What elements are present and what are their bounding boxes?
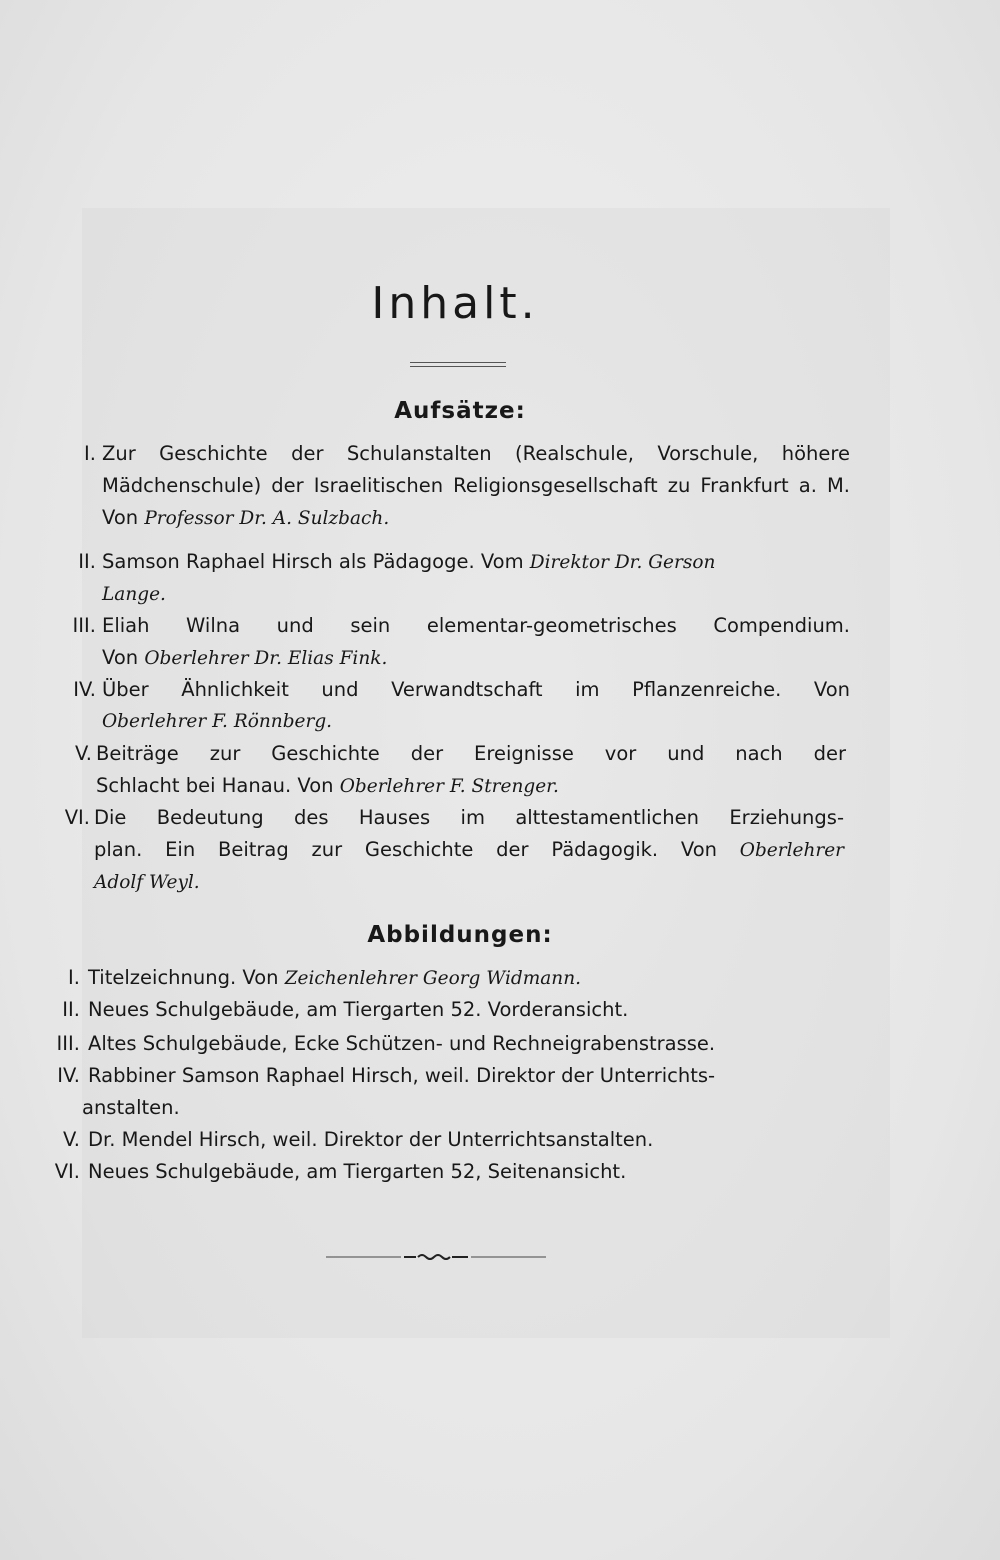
entry-author: Adolf Weyl. (94, 872, 200, 893)
title-double-rule (410, 362, 506, 367)
list-item (44, 1060, 834, 1124)
list-item (44, 1124, 834, 1156)
entry-text: Rabbiner Samson Raphael Hirsch, weil. Direktor der Unterrichts- (88, 1064, 716, 1087)
entry-author: Oberlehrer F. Rönnberg. (102, 711, 333, 732)
entry-number: V. (62, 1128, 80, 1151)
entry-number: V. (74, 742, 92, 765)
entry-byline (102, 642, 850, 675)
list-item (60, 674, 850, 738)
entry-text: Beiträge zur Geschichte der Ereignisse vor und nach der (96, 742, 846, 765)
byline-prefix: Von (102, 646, 145, 669)
entry-text: Die Bedeutung des Hauses im alttestamentlichen Erziehungs- (94, 806, 844, 829)
entry-text (88, 962, 834, 995)
list-item (44, 962, 834, 995)
entry-text-plain: Samson Raphael Hirsch als Pädagoge. Vom (102, 550, 530, 573)
entry-text: Neues Schulgebäude, am Tiergarten 52. Vorderansicht. (88, 998, 629, 1021)
section-heading-abbildungen: Abbildungen: (367, 922, 553, 948)
entry-number: III. (72, 614, 96, 637)
list-item (56, 738, 846, 803)
entry-text-plain: Schlacht bei Hanau. Von (96, 774, 340, 797)
list-item (60, 610, 850, 675)
entry-text: Eliah Wilna und sein elementar-geometrisches Compendium. (102, 614, 850, 637)
entry-text: Mädchenschule) der Israelitischen Religionsgesellschaft zu Frankfurt a. M. (102, 474, 850, 497)
list-item (54, 802, 844, 899)
entry-number: I. (84, 442, 96, 465)
entry-text: Neues Schulgebäude, am Tiergarten 52, Seitenansicht. (88, 1160, 627, 1183)
list-item (44, 994, 834, 1026)
ornament-divider (326, 1250, 546, 1264)
entry-byline (94, 834, 844, 867)
list-item (44, 1028, 834, 1060)
entry-text: Zur Geschichte der Schulanstalten (Realschule, Vorschule, höhere (102, 442, 850, 465)
entry-text: Dr. Mendel Hirsch, weil. Direktor der Unterrichtsanstalten. (88, 1128, 654, 1151)
byline-prefix: Von (102, 506, 145, 529)
entry-text: anstalten. (82, 1096, 180, 1119)
entry-number: VI. (64, 806, 90, 829)
entry-number: III. (56, 1032, 80, 1055)
entry-number: II. (78, 550, 96, 573)
entry-text (102, 546, 850, 579)
entry-number: IV. (57, 1064, 80, 1087)
entry-author: Direktor Dr. Gerson (529, 552, 716, 573)
entry-text: Über Ähnlichkeit und Verwandtschaft im Pflanzenreiche. Von (102, 678, 850, 701)
list-item (60, 546, 850, 611)
entry-author: Oberlehrer F. Strenger. (339, 776, 559, 797)
entry-text-plain: Titelzeichnung. Von (88, 966, 285, 989)
entry-number: I. (68, 966, 80, 989)
entry-author: Professor Dr. A. Sulzbach. (144, 508, 390, 529)
entry-author: Zeichenlehrer Georg Widmann. (284, 968, 582, 989)
entry-number: VI. (54, 1160, 80, 1183)
entry-author: Oberlehrer Dr. Elias Fink. (144, 648, 388, 669)
entry-author: Oberlehrer (739, 840, 844, 861)
list-item (60, 438, 850, 535)
entry-byline (102, 502, 850, 535)
entry-number: II. (62, 998, 80, 1021)
section-heading-aufsaetze: Aufsätze: (394, 398, 526, 424)
page-title: Inhalt. (371, 278, 539, 329)
entry-text: Altes Schulgebäude, Ecke Schützen- und Rechneigrabenstrasse. (88, 1032, 716, 1055)
entry-text-plain: plan. Ein Beitrag zur Geschichte der Pädagogik. Von (94, 838, 740, 861)
list-item (44, 1156, 834, 1188)
entry-number: IV. (73, 678, 96, 701)
entry-byline (96, 770, 846, 803)
entry-author: Lange. (102, 584, 166, 605)
